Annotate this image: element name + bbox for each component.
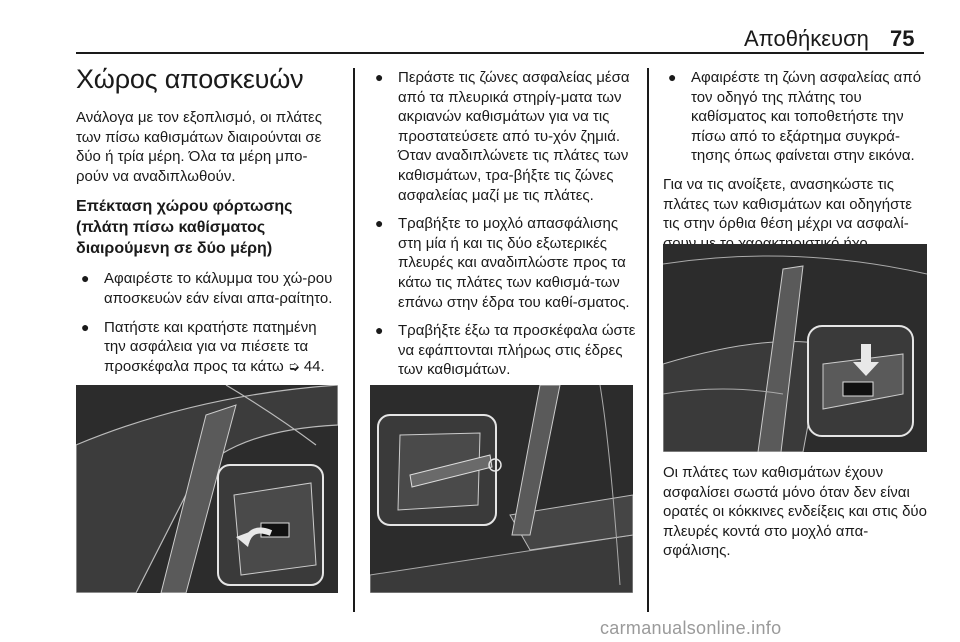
column-1 (76, 62, 338, 385)
intro-paragraph: Ανάλογα με τον εξοπλισμό, οι πλάτες των πίσω καθισμάτων διαιρούνται σε δύο ή τρία μέρη. Όλα τα μέρη μπο-ρούν να αναδιπλωθούν. (76, 109, 322, 185)
bullet-list-3 (663, 68, 927, 166)
bullet-icon: ● (81, 270, 90, 287)
column-divider-2 (647, 68, 649, 612)
illustration-seatback-latch (663, 244, 927, 452)
section-title: Χώρος αποσκευών (76, 64, 304, 94)
bullet-icon: ● (375, 215, 384, 232)
list-item (370, 68, 636, 205)
column-3 (663, 68, 927, 263)
illustration-headrest-release-drawing (76, 385, 338, 593)
list-item-text: Τραβήξτε έξω τα προσκέφαλα ώστε να εφάπτονται πλήρως στις έδρες των καθισμάτων. (398, 322, 636, 379)
paragraph-indicators: Οι πλάτες των καθισμάτων έχουν ασφαλίσει σωστά μόνο όταν δεν είναι ορατές οι κόκκινες ενδείξεις και στις δύο πλευρές κοντά στο μοχλό απα-σφάλισης. (663, 464, 927, 560)
bullet-icon: ● (375, 322, 384, 339)
list-item (663, 68, 927, 166)
illustration-folded-seatback-drawing (370, 385, 633, 593)
subheading: Επέκταση χώρου φόρτωσης (πλάτη πίσω καθίσματος διαιρούμενη σε δύο μέρη) (76, 198, 293, 258)
page-ref-arrow-icon: ➭ (287, 357, 300, 374)
list-item-text: Πατήστε και κρατήστε πατημένη την ασφάλεια για να πιέσετε τα προσκέφαλα προς τα κάτω (104, 318, 317, 375)
illustration-headrest-release (76, 385, 338, 593)
list-item-text: Αφαιρέστε το κάλυμμα του χώ-ρου αποσκευών εάν είναι απα-ραίτητο. (104, 270, 333, 307)
bullet-icon: ● (668, 69, 677, 85)
illustration-seatback-latch-drawing (663, 244, 927, 452)
watermark: carmanualsonline.info (600, 618, 782, 638)
illustration-folded-seatback (370, 385, 633, 593)
bullet-list-2 (370, 68, 636, 380)
list-item (76, 318, 338, 377)
list-item (370, 321, 636, 380)
list-item-text: Τραβήξτε το μοχλό απασφάλισης στη μία ή και τις δύο εξωτερικές πλευρές και αναδιπλώστε προς τα κάτω τις πλάτες των καθισμά-των επάνω στην έδρα του καθί-σματος. (398, 215, 630, 311)
list-item (76, 269, 338, 308)
paragraph-reopen: Για να τις ανοίξετε, ανασηκώστε τις πλάτες των καθισμάτων και οδηγήστε τις στην όρθια θέση μέχρι να ασφαλί- (663, 175, 912, 233)
page-reference-link[interactable]: 44. (303, 357, 325, 375)
list-item-text: Αφαιρέστε τη ζώνη ασφαλείας από τον οδηγό της πλάτης του καθίσματος και τοποθετήστε την πίσω από το εξάρτημα συγκρά-τησης όπως φαίνεται στην εικόνα. (691, 69, 922, 165)
bullet-list-1 (76, 269, 338, 376)
list-item-text: Περάστε τις ζώνες ασφαλείας μέσα από τα πλευρικά στηρίγ-ματα των ακριανών καθισμάτων για να τις προστατεύσετε από τυ-χόν ζημιά. Όταν αναδιπλώνετε τις πλάτες των καθισμάτων, τρα-βήξτε τις ζώνες ασφαλείας μαζί με τις πλάτες. (398, 69, 630, 204)
column-divider-1 (353, 68, 355, 612)
list-item (370, 214, 636, 312)
bullet-icon: ● (81, 318, 90, 335)
column-2 (370, 68, 636, 389)
page-number: 75 (890, 26, 915, 51)
running-head: Αποθήκευση (744, 26, 869, 51)
bullet-icon: ● (375, 69, 384, 85)
header-rule (76, 52, 924, 54)
